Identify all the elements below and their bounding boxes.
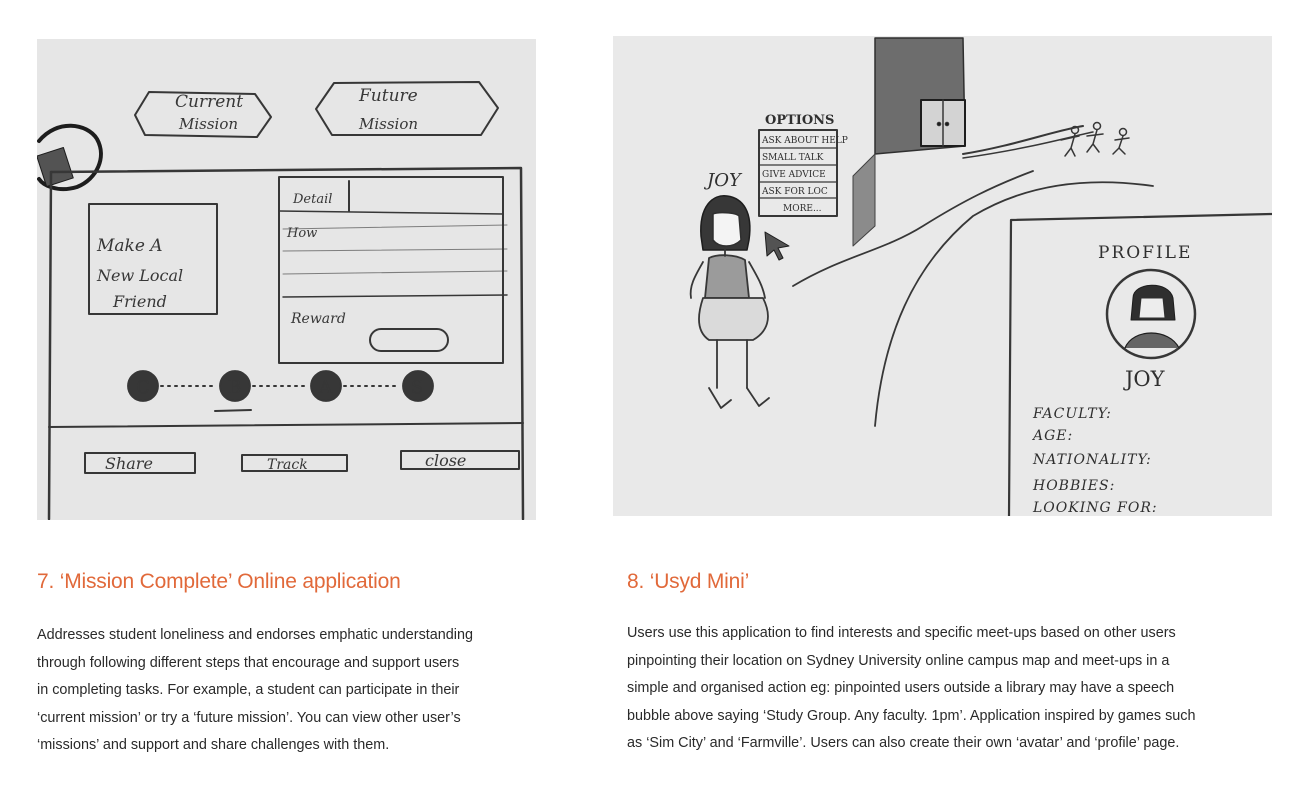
svg-text:LOOKING FOR:: LOOKING FOR: (1033, 500, 1158, 516)
svg-text:FACULTY:: FACULTY: (1033, 406, 1112, 422)
svg-text:Reward: Reward (291, 311, 346, 327)
description-line: bubble above saying ‘Study Group. Any faculty. 1pm’. Application inspired by games such (627, 707, 1196, 724)
card-description-mission-complete (37, 622, 557, 760)
svg-text:Share: Share (105, 454, 153, 473)
svg-text:OPTIONS: OPTIONS (765, 113, 835, 128)
svg-text:PROFILE: PROFILE (1098, 243, 1193, 263)
future-tab-label-2: Mission (359, 115, 419, 133)
description-line: in completing tasks. For example, a student can participate in their (37, 682, 460, 698)
svg-text:Friend: Friend (113, 292, 167, 311)
svg-text:B: B (228, 377, 242, 398)
svg-text:GIVE ADVICE: GIVE ADVICE (762, 170, 826, 180)
description-line: ‘missions’ and support and share challenges with them. (37, 737, 390, 753)
svg-text:close: close (425, 451, 467, 470)
card-title-usyd-mini: 8. ‘Usyd Mini’ (627, 570, 750, 593)
current-tab-label-1: Current (175, 92, 244, 112)
svg-text:ASK FOR LOC: ASK FOR LOC (762, 187, 828, 197)
description-line: pinpointing their location on Sydney University online campus map and meet-ups in a (627, 652, 1170, 669)
description-line: Addresses student loneliness and endorses emphatic understanding (37, 627, 473, 643)
svg-text:MORE...: MORE... (783, 204, 822, 214)
description-line: simple and organised action eg: pinpointed users outside a library may have a speech (627, 680, 1175, 696)
usyd-mini-sketch (613, 36, 1272, 516)
svg-text:C: C (136, 377, 150, 398)
svg-text:SMALL TALK: SMALL TALK (762, 153, 824, 163)
description-line: ‘current mission’ or try a ‘future mission’. You can view other user’s (37, 709, 461, 726)
svg-text:AGE:: AGE: (1033, 428, 1074, 444)
current-tab-label-2: Mission (179, 115, 239, 133)
svg-text:S: S (411, 377, 424, 398)
svg-text:Track: Track (267, 457, 308, 473)
description-line: as ‘Sim City’ and ‘Farmville’. Users can also create their own ‘avatar’ and ‘profile’ page. (627, 735, 1180, 751)
svg-text:NATIONALITY:: NATIONALITY: (1033, 452, 1152, 468)
description-line: Users use this application to find interests and specific meet-ups based on other users (627, 625, 1176, 641)
svg-text:JOY: JOY (1125, 367, 1165, 391)
card-title-mission-complete: 7. ‘Mission Complete’ Online application (37, 570, 401, 593)
svg-text:Detail: Detail (293, 192, 333, 207)
svg-text:ASK ABOUT HELP: ASK ABOUT HELP (762, 136, 848, 146)
mission-complete-sketch (37, 39, 536, 520)
svg-text:HOBBIES:: HOBBIES: (1033, 478, 1116, 494)
svg-text:JOY: JOY (707, 170, 741, 191)
svg-text:Make A: Make A (97, 236, 163, 256)
description-line: through following different steps that encourage and support users (37, 654, 460, 671)
svg-text:How: How (287, 226, 318, 241)
svg-text:A: A (319, 377, 332, 398)
future-tab-label-1: Future (359, 86, 418, 106)
svg-text:New Local: New Local (97, 266, 184, 285)
card-description-usyd-mini (627, 620, 1287, 758)
